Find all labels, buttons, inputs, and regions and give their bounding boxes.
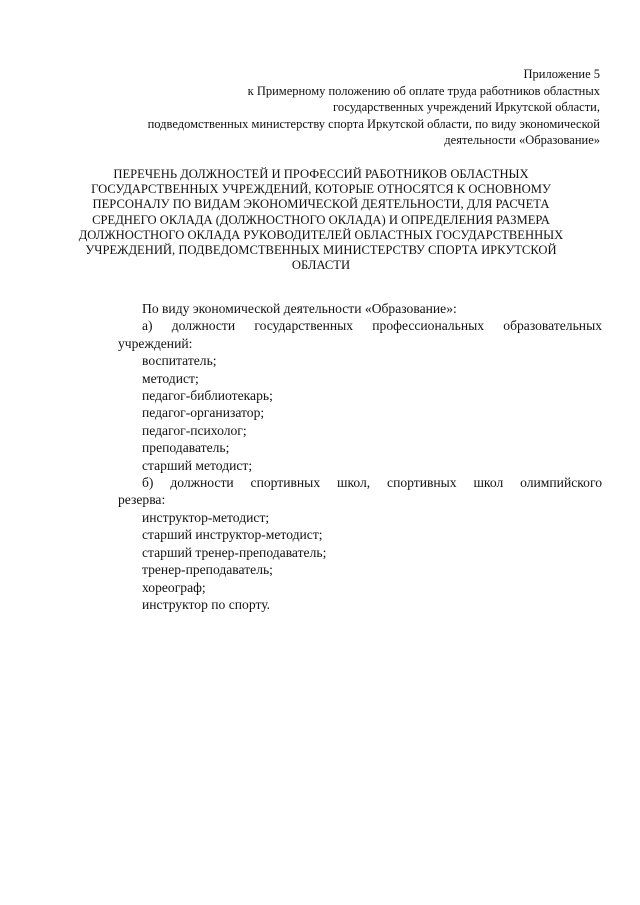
title-line: УЧРЕЖДЕНИЙ, ПОДВЕДОМСТВЕННЫХ МИНИСТЕРСТВУ СПОРТА ИРКУТСКОЙ	[85, 243, 557, 258]
title-line: ГОСУДАРСТВЕННЫХ УЧРЕЖДЕНИЙ, КОТОРЫЕ ОТНОСЯТСЯ К ОСНОВНОМУ	[91, 182, 551, 197]
section-b	[118, 474, 602, 613]
list-item: педагог-психолог;	[142, 422, 247, 438]
section-a	[118, 317, 602, 474]
list-item: педагог-библиотекарь;	[142, 388, 273, 404]
list-item: преподаватель;	[142, 440, 230, 456]
appendix-line: деятельности «Образование»	[444, 133, 600, 147]
appendix-line: подведомственных министерству спорта Иркутской области, по виду экономической	[147, 116, 600, 131]
appendix-number: Приложение 5	[523, 67, 600, 81]
section-a-heading-continued: учреждений:	[118, 335, 193, 351]
document-title	[40, 167, 602, 273]
list-item: хореограф;	[142, 579, 206, 595]
list-item: инструктор по спорту.	[142, 596, 271, 612]
intro-paragraph: По виду экономической деятельности «Образование»:	[142, 301, 457, 316]
section-b-heading-continued: резерва:	[118, 492, 166, 508]
title-line: ПЕРСОНАЛУ ПО ВИДАМ ЭКОНОМИЧЕСКОЙ ДЕЯТЕЛЬНОСТИ, ДЛЯ РАСЧЕТА	[92, 197, 550, 212]
title-line: ДОЛЖНОСТНОГО ОКЛАДА РУКОВОДИТЕЛЕЙ ОБЛАСТНЫХ ГОСУДАРСТВЕННЫХ	[78, 227, 564, 242]
list-item: тренер-преподаватель;	[142, 562, 273, 578]
section-b-heading: б) должности спортивных школ, спортивных школ олимпийского	[142, 475, 602, 491]
list-item: инструктор-методист;	[142, 509, 270, 525]
list-item: воспитатель;	[142, 353, 217, 369]
list-item: старший методист;	[142, 457, 253, 473]
list-item: методист;	[142, 370, 199, 386]
appendix-header	[80, 66, 600, 149]
list-item: старший тренер-преподаватель;	[142, 544, 327, 560]
title-line: ПЕРЕЧЕНЬ ДОЛЖНОСТЕЙ И ПРОФЕССИЙ РАБОТНИКОВ ОБЛАСТНЫХ	[113, 167, 529, 181]
section-a-heading: а) должности государственных профессиональных образовательных	[142, 318, 602, 334]
list-item: старший инструктор-методист;	[142, 527, 323, 543]
appendix-line: государственных учреждений Иркутской области,	[333, 100, 600, 114]
list-item: педагог-организатор;	[142, 405, 265, 421]
appendix-line: к Примерному положению об оплате труда работников областных	[247, 83, 600, 98]
document-body	[118, 300, 602, 613]
title-line: СРЕДНЕГО ОКЛАДА (ДОЛЖНОСТНОГО ОКЛАДА) И ОПРЕДЕЛЕНИЯ РАЗМЕРА	[92, 212, 550, 227]
title-line: ОБЛАСТИ	[291, 258, 351, 273]
